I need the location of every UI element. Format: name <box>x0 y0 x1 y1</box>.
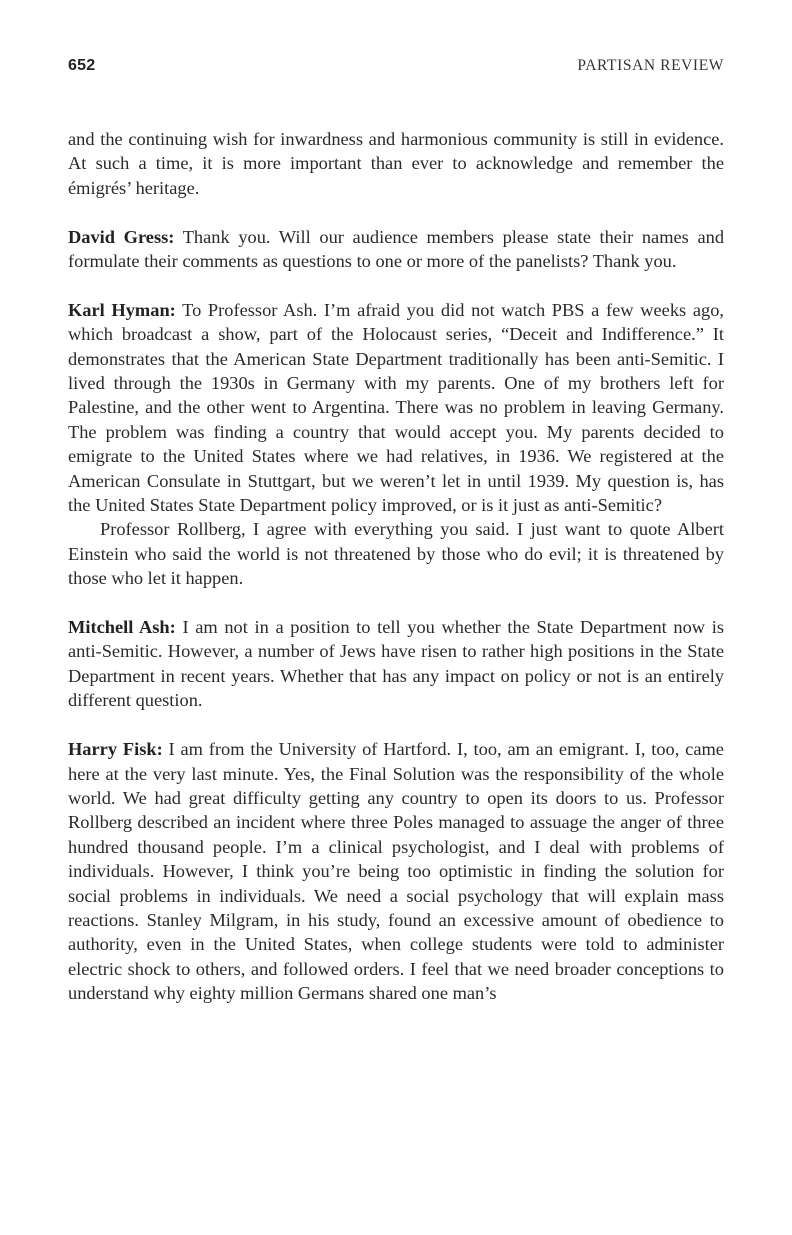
paragraph-text: I am from the University of Hartford. I, too, am an emigrant. I, too, came here at the very last minute. Yes, the Final Solution was the responsibility of the whole world. We had great difficulty getting any country to open its doors to us. Professor Rollberg described an incident where three Poles managed to assuage the anger of three hundred thousand people. I’m a clinical psychologist, and I deal with problems of individuals. However, I think you’re being too optimistic in finding the solution for social problems in individuals. We need a social psychology that will explain mass reactions. Stanley Milgram, in his study, found an excessive amount of obedience to authority, even in the United States, when college students were told to administer electric shock to others, and followed orders. I feel that we need broader conceptions to understand why eighty million Germans shared one man’s <box>68 739 724 1004</box>
speaker-name: Karl Hyman: <box>68 299 176 320</box>
speaker-name: David Gress: <box>68 226 175 247</box>
speaker-name: Mitchell Ash: <box>68 617 176 638</box>
paragraph-harry-fisk <box>68 737 724 1005</box>
paragraph-text: I am not in a position to tell you whether the State Department now is anti-Semitic. However, a number of Jews have risen to rather high positions in the State Department in recent years. Whether that has any impact on policy or not is an entirely different question. <box>68 617 724 711</box>
paragraph-text: Thank you. Will our audience members please state their names and formulate their comments as questions to one or more of the panelists? Thank you. <box>68 226 725 272</box>
paragraph-david-gress <box>68 225 724 274</box>
paragraph-continuation <box>68 127 724 200</box>
body-text <box>68 127 724 1006</box>
journal-title: PARTISAN REVIEW <box>577 57 724 74</box>
paragraph-karl-hyman <box>68 298 724 518</box>
paragraph-karl-hyman-continued <box>68 517 724 590</box>
paragraph-mitchell-ash <box>68 615 724 713</box>
running-head <box>68 57 724 77</box>
paragraph-text: Professor Rollberg, I agree with everything you said. I just want to quote Albert Einstein who said the world is not threatened by those who do evil; it is threatened by those who let it happen. <box>68 519 724 589</box>
paragraph-text: To Professor Ash. I’m afraid you did not watch PBS a few weeks ago, which broadcast a show, part of the Holocaust series, “Deceit and Indifference.” It demonstrates that the American State Department traditionally has been anti-Semitic. I lived through the 1930s in Germany with my parents. One of my brothers left for Palestine, and the other went to Argentina. There was no problem in leaving Germany. The problem was finding a country that would accept you. My parents decided to emigrate to the United States where we had relatives, in 1936. We registered at the American Consulate in Stuttgart, but we weren’t let in until 1939. My question is, has the United States State Department policy improved, or is it just as anti-Semitic? <box>68 299 724 516</box>
page-number: 652 <box>68 57 96 74</box>
speaker-name: Harry Fisk: <box>68 739 163 760</box>
paragraph-text: and the continuing wish for inwardness and harmonious community is still in evidence. At such a time, it is more important than ever to acknowledge and remember the émigrés’ heritage. <box>68 129 724 198</box>
